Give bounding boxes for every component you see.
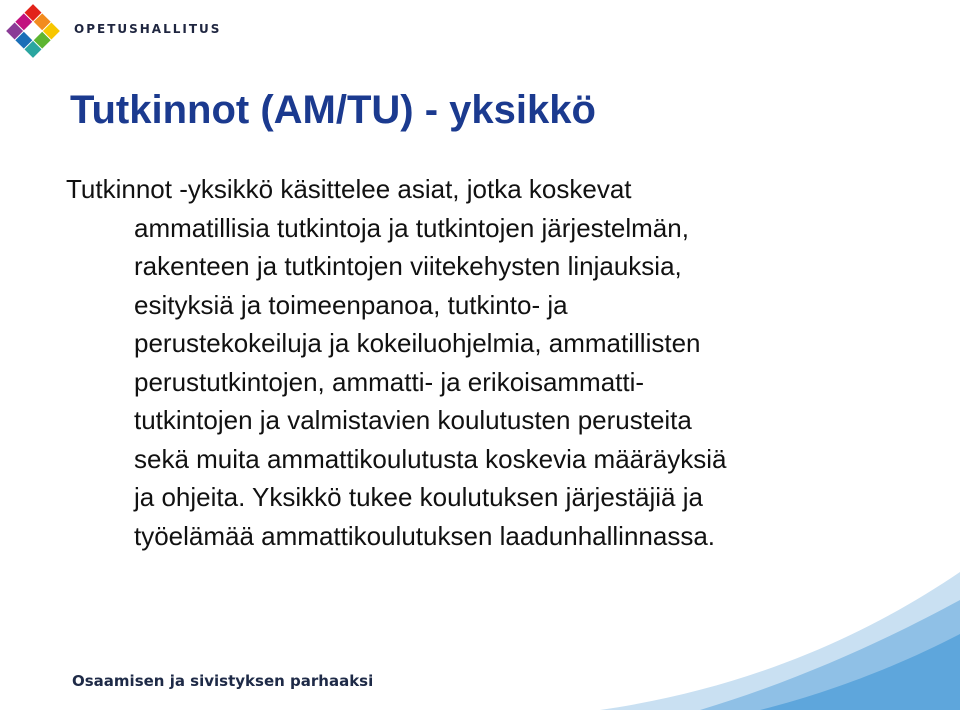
- slide-body: [66, 170, 726, 555]
- body-line: rakenteen ja tutkintojen viitekehysten linjauksia,: [134, 251, 682, 281]
- body-line: perustekokeiluja ja kokeiluohjelmia, ammatillisten: [134, 328, 701, 358]
- body-line: Tutkinnot -yksikkö käsittelee asiat, jotka koskevat: [66, 174, 632, 204]
- footer-slogan: Osaamisen ja sivistyksen parhaaksi: [72, 672, 374, 690]
- body-line: perustutkintojen, ammatti- ja erikoisammatti-: [134, 366, 645, 397]
- body-line: sekä muita ammattikoulutusta koskevia määräyksiä: [134, 443, 727, 474]
- body-line: ammatillisia tutkintoja ja tutkintojen järjestelmän,: [134, 212, 689, 243]
- opetushallitus-logo-icon: [4, 2, 62, 60]
- logo-wordmark: OPETUSHALLITUS: [74, 22, 222, 36]
- body-line: tutkintojen ja valmistavien koulutusten perusteita: [134, 405, 692, 435]
- body-line: esityksiä ja toimeenpanoa, tutkinto- ja: [134, 289, 568, 320]
- body-line: työelämää ammattikoulutuksen laadunhallinnassa.: [134, 520, 716, 551]
- body-line: ja ohjeita. Yksikkö tukee koulutuksen järjestäjiä ja: [134, 482, 703, 512]
- slide-title: Tutkinnot (AM/TU) - yksikkö: [70, 88, 596, 132]
